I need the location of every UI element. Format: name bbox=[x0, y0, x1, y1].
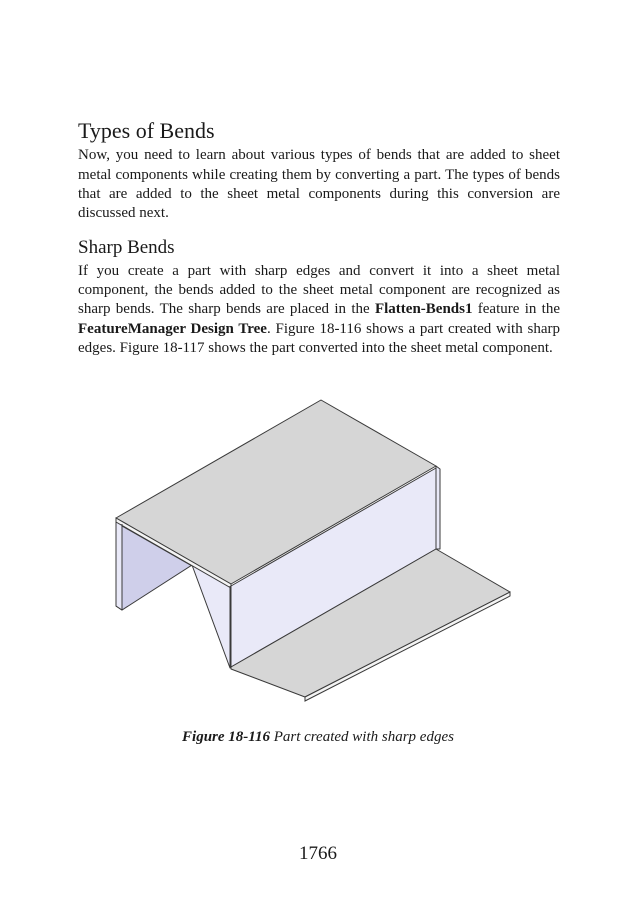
right-wall-edge bbox=[436, 466, 440, 549]
paragraph-text: . Figure 18-116 shows a part created with sharp edges. Figure 18-117 shows the part converted into the sheet metal component. bbox=[78, 320, 560, 356]
paragraph-text: feature in the bbox=[472, 301, 561, 318]
left-wall-front bbox=[116, 520, 122, 610]
intro-paragraph: Now, you need to learn about various types of bends that are added to sheet metal components while creating them by converting a part. The types of bends that are added to the sheet metal components during this conversion are discussed next. bbox=[78, 147, 560, 221]
bold-term-featuremanager: FeatureManager Design Tree bbox=[78, 320, 267, 337]
bold-term-flatten-bends: Flatten-Bends1 bbox=[374, 301, 473, 318]
figure-sheet-metal-part bbox=[110, 396, 516, 702]
figure-label: Figure 18-116 bbox=[182, 729, 270, 745]
subsection-heading: Sharp Bends bbox=[78, 237, 175, 259]
figure-caption bbox=[0, 729, 636, 746]
sharp-edge-part-drawing bbox=[110, 396, 516, 702]
section-heading: Types of Bends bbox=[78, 118, 215, 143]
sharp-bends-paragraph bbox=[78, 262, 560, 358]
page-number: 1766 bbox=[299, 843, 337, 864]
page-content bbox=[78, 118, 560, 358]
figure-caption-text: Part created with sharp edges bbox=[269, 729, 454, 745]
paragraph-text: If you create a part with sharp edges and convert it into a sheet metal component, the bends added to the sheet metal component are recognized as sharp bends. The sharp bends are placed in the bbox=[78, 263, 560, 318]
